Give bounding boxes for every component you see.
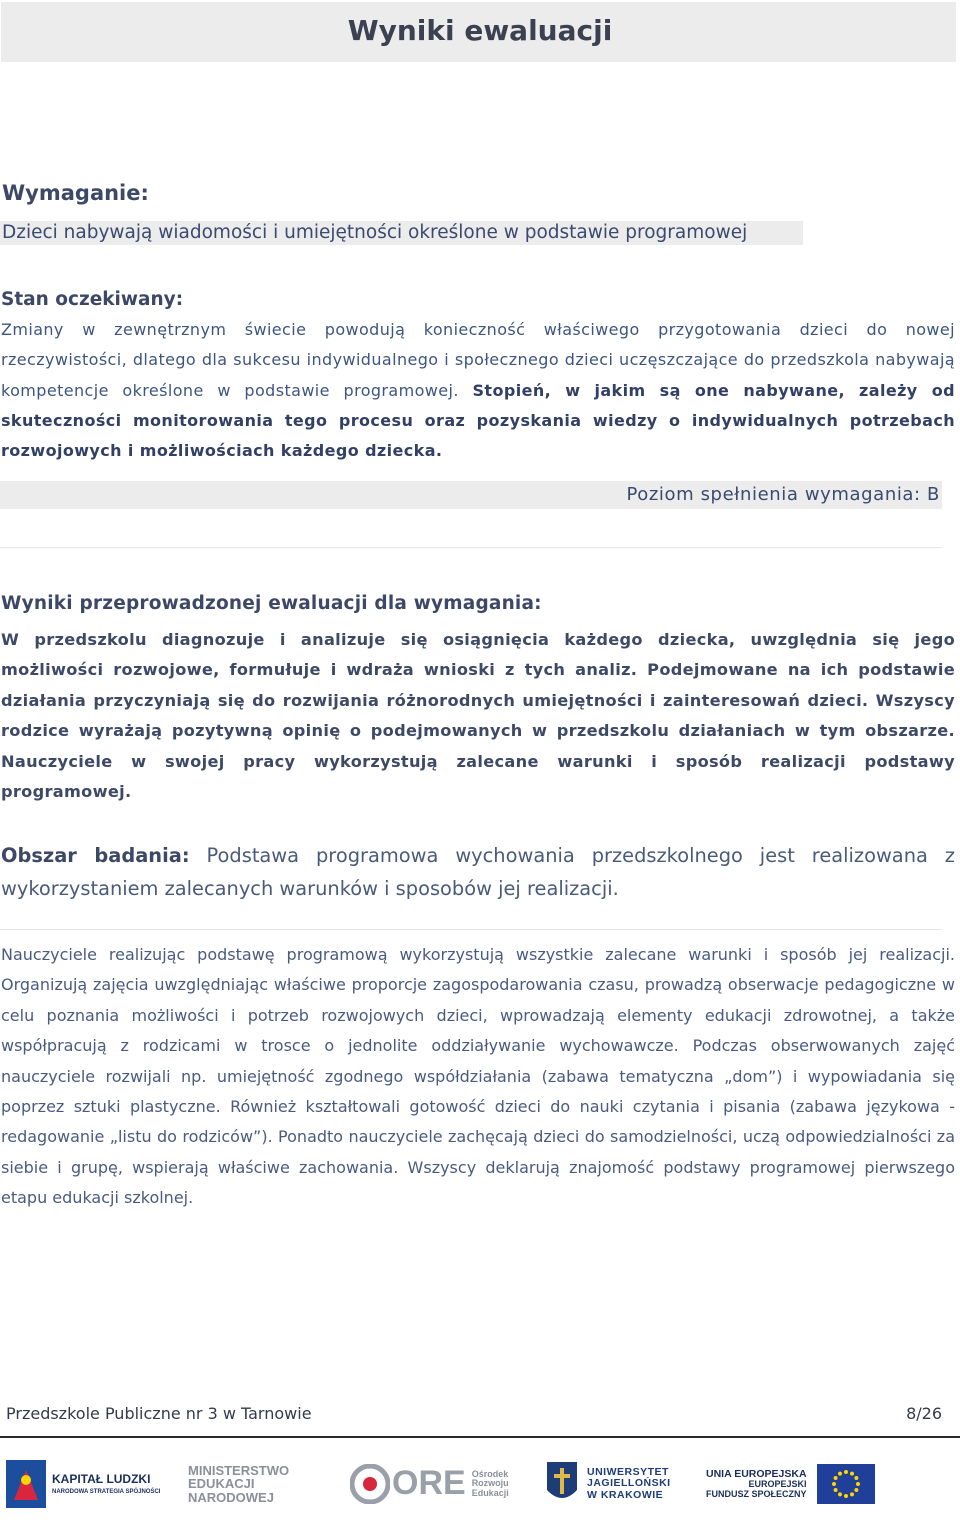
kapital-ludzki-icon: [6, 1460, 46, 1508]
kapital-ludzki-logo: [6, 1445, 176, 1523]
men-line2: EDUKACJI: [188, 1476, 255, 1492]
ore-line1: Ośrodek: [471, 1468, 509, 1479]
kapital-line2: NARODOWA STRATEGIA SPÓJNOŚCI: [52, 1488, 161, 1495]
expected-state-text: Zmiany w zewnętrznym świecie powodują konieczność właściwego przygotowania dzieci do nowej rzeczywistości, dlatego dla sukcesu indywidualnego i społecznego dzieci uczęszczające do przedszkola nabywają kompetencje określone w podstawie programowej.: [1, 320, 955, 400]
footer-divider: [0, 1436, 960, 1438]
men-line1: MINISTERSTWO: [188, 1462, 290, 1478]
uj-logo: [545, 1445, 695, 1523]
uj-line3: W KRAKOWIE: [587, 1488, 664, 1501]
research-area-label: Obszar badania:: [1, 844, 190, 867]
level-text: Poziom spełnienia wymagania: B: [626, 484, 940, 505]
footer-school: Przedszkole Publiczne nr 3 w Tarnowie: [6, 1404, 312, 1423]
ore-line3: Edukacji: [471, 1487, 509, 1498]
divider: [0, 547, 942, 548]
ore-mark-icon: [350, 1464, 390, 1504]
uj-line1: UNIWERSYTET: [587, 1466, 669, 1479]
page-number: 8/26: [906, 1404, 942, 1423]
ore-line2: Rozwoju: [471, 1478, 509, 1489]
uj-line2: JAGIELLOŃSKI: [587, 1477, 671, 1490]
sponsor-logos: [0, 1445, 960, 1523]
eu-line2: EUROPEJSKI: [748, 1479, 807, 1490]
kapital-line1: KAPITAŁ LUDZKI: [52, 1472, 151, 1487]
ministerstwo-logo: [188, 1445, 338, 1523]
page-title: Wyniki ewaluacji: [347, 14, 613, 47]
expected-state-bold-text: Stopień, w jakim są one nabywane, zależy od skuteczności monitorowania tego procesu oraz pozyskania wiedzy o indywidualnych potrzebach rozwojowych i możliwościach każdego dziecka.: [1, 380, 955, 461]
research-area-text: Podstawa programowa wychowania przedszkolnego jest realizowana z wykorzystaniem zalecanych warunków i sposobów jej realizacji.: [1, 844, 955, 900]
eu-line3: FUNDUSZ SPOŁECZNY: [706, 1488, 807, 1499]
requirement-heading: Wymaganie:: [2, 181, 149, 205]
expected-state-heading: Stan oczekiwany:: [1, 289, 184, 310]
eu-line1: UNIA EUROPEJSKA: [706, 1468, 807, 1481]
men-line3: NARODOWEJ: [188, 1489, 274, 1505]
eu-logo: [706, 1445, 956, 1523]
divider: [0, 929, 942, 930]
ore-logo: [350, 1445, 525, 1523]
uj-crest-icon: [545, 1460, 579, 1508]
results-heading: Wyniki przeprowadzonej ewaluacji dla wymagania:: [1, 593, 542, 614]
findings-text: Nauczyciele realizując podstawę programową wykorzystują wszystkie zalecane warunki i sposób jej realizacji. Organizują zajęcia uwzględniając właściwe proporcje zagospodarowania czasu, prowadzą obserwacje pedagogiczne w celu poznania możliwości i potrzeb rozwojowych dzieci, wprowadzają elementy edukacji zdrowotnej, a także współpracują z rodzicami w trosce o jednolite oddziaływanie wychowawcze. Podczas obserwowanych zajęć nauczyciele rozwijali np. umiejętność zgodnego współdziałania (zabawa tematyczna „dom”) i wypowiadania się poprzez sztuki plastyczne. Również kształtowali gotowość dzieci do nauki czytania i pisania (zabawa językowa - redagowanie „listu do rodziców”). Ponadto nauczyciele zachęcają dzieci do samodzielności, uczą odpowiedzialności za siebie i grupę, wspierają właściwe zachowania. Wszyscy deklarują znajomość podstawy programowej pierwszego etapu edukacji szkolnej.: [1, 945, 955, 1208]
results-text: W przedszkolu diagnozuje i analizuje się osiągnięcia każdego dziecka, uwzględnia się jego możliwości rozwojowe, formułuje i wdraża wnioski z tych analiz. Podejmowane na ich podstawie działania przyczyniają się do rozwijania różnorodnych umiejętności i zainteresowań dzieci. Wszyscy rodzice wyrażają pozytywną opinię o podejmowanych w przedszkolu działaniach w tym obszarze. Nauczyciele w swojej pracy wykorzystują zalecane warunki i sposób realizacji podstawy programowej.: [1, 630, 955, 802]
research-area: [1, 839, 955, 905]
expected-state-paragraph: [1, 315, 955, 466]
eu-flag-icon: [817, 1464, 875, 1504]
ore-mark: ORE: [392, 1464, 466, 1503]
requirement-text: Dzieci nabywają wiadomości i umiejętności określone w podstawie programowej: [2, 222, 748, 243]
